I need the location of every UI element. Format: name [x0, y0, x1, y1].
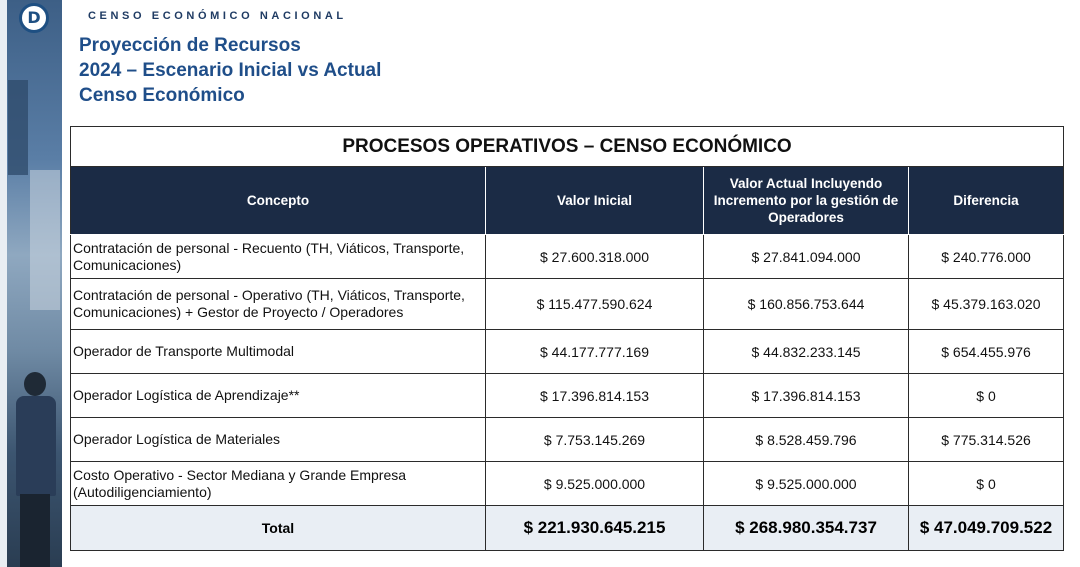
row-actual: $ 27.841.094.000 [704, 235, 909, 279]
title-line-2: 2024 – Escenario Inicial vs Actual [79, 60, 382, 81]
row-initial: $ 7.753.145.269 [486, 418, 704, 462]
row-actual: $ 9.525.000.000 [704, 462, 909, 506]
column-header-actual: Valor Actual Incluyendo Incremento por la gestión de Operadores [704, 167, 909, 235]
row-actual: $ 17.396.814.153 [704, 374, 909, 418]
row-concept: Operador Logística de Aprendizaje** [71, 374, 486, 418]
row-actual: $ 44.832.233.145 [704, 330, 909, 374]
table-total-row [71, 506, 1064, 551]
row-initial: $ 9.525.000.000 [486, 462, 704, 506]
row-actual: $ 8.528.459.796 [704, 418, 909, 462]
column-header-initial: Valor Inicial [486, 167, 704, 235]
row-diff: $ 0 [909, 374, 1064, 418]
row-concept: Contratación de personal - Recuento (TH, Viáticos, Transporte, Comunicaciones) [71, 235, 486, 279]
building-shape-light [30, 170, 60, 310]
logo-icon [19, 3, 49, 33]
figure-torso [16, 396, 56, 496]
resources-table [70, 126, 1064, 551]
total-label: Total [71, 506, 486, 551]
column-header-diff: Diferencia [909, 167, 1064, 235]
row-concept: Costo Operativo - Sector Mediana y Grande Empresa (Autodiligenciamiento) [71, 462, 486, 506]
total-diff: $ 47.049.709.522 [909, 506, 1064, 551]
resources-table-container [70, 126, 1063, 551]
kicker-text: CENSO ECONÓMICO NACIONAL [88, 10, 347, 22]
row-concept: Operador Logística de Materiales [71, 418, 486, 462]
row-diff: $ 45.379.163.020 [909, 279, 1064, 330]
column-header-concept: Concepto [71, 167, 486, 235]
row-initial: $ 115.477.590.624 [486, 279, 704, 330]
figure-head [24, 372, 46, 396]
total-initial: $ 221.930.645.215 [486, 506, 704, 551]
table-header-row [71, 167, 1064, 235]
table-row [71, 235, 1064, 279]
row-concept: Operador de Transporte Multimodal [71, 330, 486, 374]
table-caption: PROCESOS OPERATIVOS – CENSO ECONÓMICO [71, 127, 1064, 167]
building-shape [8, 80, 28, 175]
table-row [71, 462, 1064, 506]
table-row [71, 279, 1064, 330]
row-initial: $ 27.600.318.000 [486, 235, 704, 279]
row-diff: $ 240.776.000 [909, 235, 1064, 279]
side-photo-strip [0, 0, 62, 567]
logo-letter: D [27, 8, 41, 27]
total-actual: $ 268.980.354.737 [704, 506, 909, 551]
page-title [79, 33, 381, 108]
row-concept: Contratación de personal - Operativo (TH, Viáticos, Transporte, Comunicaciones) + Gestor de Proyecto / Operadores [71, 279, 486, 330]
row-diff: $ 0 [909, 462, 1064, 506]
table-row [71, 374, 1064, 418]
table-row [71, 418, 1064, 462]
title-line-3: Censo Económico [79, 85, 245, 106]
figure-legs [20, 494, 50, 567]
title-line-1: Proyección de Recursos [79, 35, 301, 56]
table-row [71, 330, 1064, 374]
row-initial: $ 44.177.777.169 [486, 330, 704, 374]
census-worker-figure [12, 372, 56, 567]
table-caption-row [71, 127, 1064, 167]
strip-edge [0, 0, 7, 567]
row-diff: $ 654.455.976 [909, 330, 1064, 374]
row-initial: $ 17.396.814.153 [486, 374, 704, 418]
row-actual: $ 160.856.753.644 [704, 279, 909, 330]
row-diff: $ 775.314.526 [909, 418, 1064, 462]
